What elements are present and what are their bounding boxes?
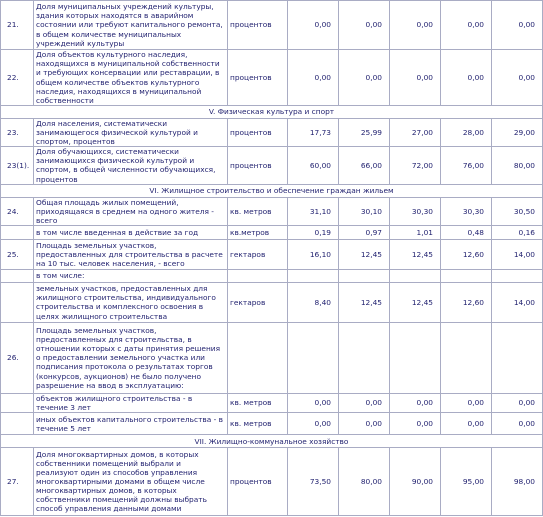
value-cell: 1,01 — [390, 225, 441, 239]
row-number: 27. — [1, 448, 34, 516]
row-number: 21. — [1, 1, 34, 50]
indicator-name: Доля обучающихся, систематически занимающихся физической культурой и спортом, в общей численности обучающихся, процентов — [34, 147, 228, 184]
unit-cell: кв. метров — [228, 393, 288, 412]
value-cell: 73,50 — [288, 448, 339, 516]
unit-cell: кв. метров — [228, 413, 288, 435]
row-number — [1, 269, 34, 282]
value-cell: 0,00 — [492, 413, 543, 435]
value-cell: 28,00 — [441, 119, 492, 147]
indicator-name: в том числе введенная в действие за год — [34, 225, 228, 239]
value-cell: 0,00 — [441, 50, 492, 106]
value-cell: 27,00 — [390, 119, 441, 147]
row-number — [1, 225, 34, 239]
value-cell: 0,00 — [390, 50, 441, 106]
value-cell — [288, 322, 339, 393]
unit-cell: процентов — [228, 448, 288, 516]
unit-cell: гектаров — [228, 282, 288, 322]
value-cell — [441, 269, 492, 282]
value-cell: 60,00 — [288, 147, 339, 184]
table-row — [1, 322, 543, 393]
table-row — [1, 239, 543, 269]
value-cell: 0,00 — [288, 413, 339, 435]
value-cell: 0,00 — [339, 50, 390, 106]
indicator-name: объектов жилищного строительства - в течение 3 лет — [34, 393, 228, 412]
unit-cell: кв. метров — [228, 197, 288, 225]
value-cell: 30,30 — [390, 197, 441, 225]
value-cell: 0,19 — [288, 225, 339, 239]
indicator-name: Площадь земельных участков, предоставленных для строительства, в отношении которых с даты принятия решения о предоставлении земельного участка или подписания протокола о результатах торгов (конкурсов, аукционов) не было получено разрешение на ввод в эксплуатацию: — [34, 322, 228, 393]
section-header-row — [1, 435, 543, 448]
indicator-name: в том числе: — [34, 269, 228, 282]
value-cell: 0,00 — [339, 393, 390, 412]
value-cell: 0,00 — [390, 413, 441, 435]
value-cell: 30,10 — [339, 197, 390, 225]
value-cell: 31,10 — [288, 197, 339, 225]
value-cell: 98,00 — [492, 448, 543, 516]
value-cell: 0,16 — [492, 225, 543, 239]
unit-cell: процентов — [228, 119, 288, 147]
value-cell: 0,00 — [492, 393, 543, 412]
value-cell — [288, 269, 339, 282]
value-cell: 14,00 — [492, 282, 543, 322]
indicator-name: Доля населения, систематически занимающегося физической культурой и спортом, процентов — [34, 119, 228, 147]
row-number — [1, 413, 34, 435]
indicator-name: Доля муниципальных учреждений культуры, здания которых находятся в аварийном состоянии или требуют капитального ремонта, в общем количестве муниципальных учреждений культуры — [34, 1, 228, 50]
value-cell — [492, 269, 543, 282]
table-row — [1, 393, 543, 412]
value-cell — [390, 322, 441, 393]
table-row — [1, 269, 543, 282]
row-number: 22. — [1, 50, 34, 106]
section-header-row — [1, 106, 543, 119]
value-cell: 80,00 — [492, 147, 543, 184]
unit-cell: гектаров — [228, 239, 288, 269]
value-cell: 14,00 — [492, 239, 543, 269]
unit-cell: процентов — [228, 147, 288, 184]
value-cell: 30,30 — [441, 197, 492, 225]
value-cell: 66,00 — [339, 147, 390, 184]
value-cell — [339, 269, 390, 282]
value-cell: 0,00 — [339, 413, 390, 435]
section-header-row — [1, 184, 543, 197]
table-row — [1, 50, 543, 106]
indicator-name: земельных участков, предоставленных для жилищного строительства, индивидуального строительства и комплексного освоения в целях жилищного строительства — [34, 282, 228, 322]
value-cell: 25,99 — [339, 119, 390, 147]
value-cell: 90,00 — [390, 448, 441, 516]
value-cell: 0,00 — [390, 393, 441, 412]
value-cell: 80,00 — [339, 448, 390, 516]
value-cell: 17,73 — [288, 119, 339, 147]
value-cell: 16,10 — [288, 239, 339, 269]
value-cell: 72,00 — [390, 147, 441, 184]
value-cell: 0,00 — [390, 1, 441, 50]
row-number — [1, 282, 34, 322]
value-cell: 12,45 — [339, 239, 390, 269]
value-cell: 0,00 — [339, 1, 390, 50]
unit-cell — [228, 269, 288, 282]
value-cell: 12,45 — [390, 239, 441, 269]
value-cell — [390, 269, 441, 282]
indicator-name: Доля объектов культурного наследия, находящихся в муниципальной собственности и требующих консервации или реставрации, в общем количестве объектов культурного наследия, находящихся в муниципальной собственности — [34, 50, 228, 106]
value-cell: 0,00 — [441, 413, 492, 435]
indicator-name: иных объектов капитального строительства - в течение 5 лет — [34, 413, 228, 435]
table-row — [1, 448, 543, 516]
value-cell: 0,00 — [288, 393, 339, 412]
section-title: VII. Жилищно-коммунальное хозяйство — [1, 435, 543, 448]
value-cell: 29,00 — [492, 119, 543, 147]
section-title: V. Физическая культура и спорт — [1, 106, 543, 119]
unit-cell — [228, 322, 288, 393]
table-row — [1, 413, 543, 435]
value-cell: 0,97 — [339, 225, 390, 239]
value-cell — [339, 322, 390, 393]
value-cell: 0,00 — [492, 50, 543, 106]
section-title: VI. Жилищное строительство и обеспечение граждан жильем — [1, 184, 543, 197]
value-cell: 0,00 — [441, 1, 492, 50]
row-number: 26. — [1, 322, 34, 393]
table-row — [1, 282, 543, 322]
row-number — [1, 393, 34, 412]
value-cell: 12,60 — [441, 239, 492, 269]
unit-cell: процентов — [228, 1, 288, 50]
value-cell: 0,48 — [441, 225, 492, 239]
indicator-name: Общая площадь жилых помещений, приходящаяся в среднем на одного жителя - всего — [34, 197, 228, 225]
row-number: 24. — [1, 197, 34, 225]
value-cell: 12,45 — [390, 282, 441, 322]
value-cell: 0,00 — [288, 50, 339, 106]
value-cell: 76,00 — [441, 147, 492, 184]
unit-cell: кв.метров — [228, 225, 288, 239]
table-row — [1, 1, 543, 50]
row-number: 23. — [1, 119, 34, 147]
value-cell: 30,50 — [492, 197, 543, 225]
value-cell: 0,00 — [492, 1, 543, 50]
value-cell — [492, 322, 543, 393]
value-cell — [441, 322, 492, 393]
table-row — [1, 147, 543, 184]
value-cell: 0,00 — [288, 1, 339, 50]
value-cell: 12,45 — [339, 282, 390, 322]
unit-cell: процентов — [228, 50, 288, 106]
value-cell: 8,40 — [288, 282, 339, 322]
indicator-name: Площадь земельных участков, предоставленных для строительства в расчете на 10 тыс. человек населения, - всего — [34, 239, 228, 269]
value-cell: 0,00 — [441, 393, 492, 412]
row-number: 25. — [1, 239, 34, 269]
table-row — [1, 119, 543, 147]
value-cell: 12,60 — [441, 282, 492, 322]
row-number: 23(1). — [1, 147, 34, 184]
table-row — [1, 225, 543, 239]
value-cell: 95,00 — [441, 448, 492, 516]
table-row — [1, 197, 543, 225]
indicator-name: Доля многоквартирных домов, в которых собственники помещений выбрали и реализуют один из способов управления многоквартирными домами в общем числе многоквартирных домов, в которых собственники помещений должны выбрать способ управления данными домами — [34, 448, 228, 516]
